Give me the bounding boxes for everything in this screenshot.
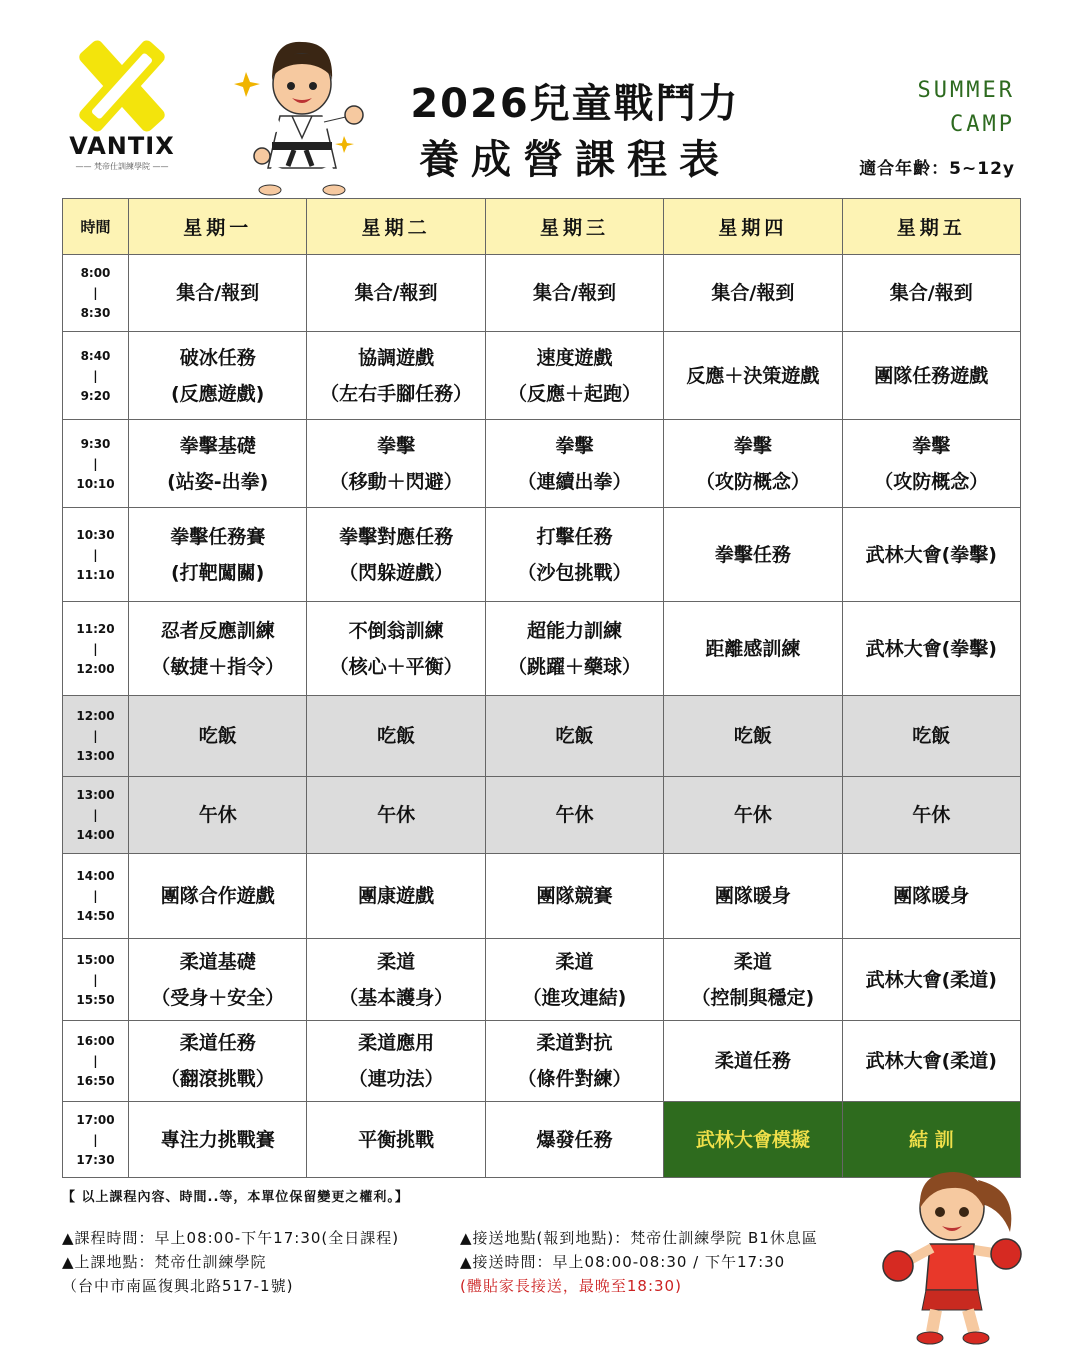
course-text: 爆發任務 <box>536 1128 613 1151</box>
age-range: 適合年齡：5~12y <box>859 159 1015 179</box>
course-text: 武林大會模擬 <box>695 1128 810 1151</box>
course-text: 柔道任務 <box>714 1050 791 1072</box>
table-row <box>63 602 1021 696</box>
time-end: 8:30 <box>80 306 111 320</box>
time-header: 時間 <box>63 199 129 255</box>
course-cell <box>307 602 485 696</box>
course-text: （反應＋起跑） <box>507 382 641 405</box>
course-cell <box>485 508 663 602</box>
course-text: 午休 <box>733 804 772 826</box>
course-text: 武林大會(柔道) <box>865 968 997 991</box>
boxing-girl-mascot-icon <box>878 1160 1028 1348</box>
course-text: 柔道應用 <box>358 1032 435 1054</box>
day-header: 星期五 <box>842 199 1020 255</box>
table-row <box>63 777 1021 854</box>
table-row <box>63 1102 1021 1178</box>
time-end: 11:10 <box>76 567 115 582</box>
course-text: 集合/報到 <box>711 282 795 304</box>
course-text: 團隊暖身 <box>714 885 791 907</box>
course-cell <box>664 255 842 332</box>
course-cell <box>307 1021 485 1102</box>
time-start: 14:00 <box>76 869 115 883</box>
time-end: 12:00 <box>76 661 115 676</box>
course-text: 不倒翁訓練 <box>348 619 444 642</box>
course-cell <box>485 1021 663 1102</box>
time-sep: | <box>93 547 98 562</box>
course-cell <box>485 939 663 1021</box>
time-end: 14:00 <box>76 828 115 842</box>
schedule-table <box>62 198 1021 1178</box>
time-slot <box>63 602 129 696</box>
course-cell <box>307 777 485 854</box>
course-cell <box>842 1021 1020 1102</box>
course-cell <box>129 602 307 696</box>
course-text: 拳擊 <box>377 434 416 457</box>
course-text: （基本護身） <box>339 986 454 1009</box>
course-text: 柔道 <box>555 950 594 973</box>
course-text: 午休 <box>912 804 951 826</box>
course-text: （閃躲遊戲） <box>339 561 454 584</box>
course-cell <box>129 854 307 939</box>
course-text: 拳擊任務 <box>714 543 791 566</box>
course-cell <box>842 777 1020 854</box>
course-text: 拳擊 <box>555 434 594 457</box>
vantix-logo <box>62 40 182 170</box>
table-row <box>63 508 1021 602</box>
course-text: (站姿-出拳) <box>167 470 269 493</box>
course-text: 午休 <box>198 804 237 826</box>
course-cell <box>842 854 1020 939</box>
course-cell <box>129 1021 307 1102</box>
karate-boy-mascot <box>232 36 372 196</box>
time-start: 10:30 <box>76 527 115 542</box>
course-text: （進攻連結) <box>522 986 627 1009</box>
course-text: 集合/報到 <box>354 282 438 304</box>
course-cell <box>664 854 842 939</box>
course-text: 拳擊任務賽 <box>170 525 266 548</box>
course-text: 平衡挑戰 <box>358 1128 435 1151</box>
course-text: 吃飯 <box>733 725 772 747</box>
course-cell <box>664 696 842 777</box>
table-row <box>63 332 1021 420</box>
course-cell <box>307 939 485 1021</box>
course-text: 武林大會(柔道) <box>865 1050 997 1072</box>
course-cell <box>307 332 485 420</box>
course-cell <box>307 255 485 332</box>
course-cell <box>664 602 842 696</box>
info-line: ▲接送時間：早上08:00-08:30 / 下午17:30 <box>460 1253 786 1271</box>
table-row <box>63 696 1021 777</box>
course-text: （連功法） <box>348 1068 444 1090</box>
course-cell <box>129 939 307 1021</box>
course-cell <box>485 255 663 332</box>
table-row <box>63 939 1021 1021</box>
course-cell <box>129 508 307 602</box>
course-cell <box>664 332 842 420</box>
course-cell <box>307 1102 485 1178</box>
table-row <box>63 854 1021 939</box>
course-cell <box>307 696 485 777</box>
course-cell <box>842 508 1020 602</box>
course-cell <box>842 420 1020 508</box>
course-text: 午休 <box>555 804 594 826</box>
table-row <box>63 255 1021 332</box>
time-sep: | <box>93 889 98 903</box>
time-slot <box>63 255 129 332</box>
x-logo-icon <box>62 40 182 132</box>
time-start: 8:00 <box>80 266 111 280</box>
time-start: 13:00 <box>76 788 115 802</box>
course-cell <box>664 508 842 602</box>
time-sep: | <box>93 286 98 300</box>
day-header: 星期四 <box>664 199 842 255</box>
time-slot <box>63 1102 129 1178</box>
course-text: 協調遊戲 <box>358 346 435 369</box>
course-text: 團康遊戲 <box>358 885 435 907</box>
course-cell <box>129 777 307 854</box>
info-red-note: (體貼家長接送，最晚至18:30) <box>460 1277 682 1295</box>
time-slot <box>63 420 129 508</box>
course-text: 團隊任務遊戲 <box>874 364 989 387</box>
course-text: （敏捷＋指令） <box>151 655 285 678</box>
info-line: （台中市南區復興北路517-1號) <box>62 1277 294 1295</box>
info-line: ▲上課地點：梵帝仕訓練學院 <box>62 1253 267 1271</box>
course-cell <box>307 508 485 602</box>
time-sep: | <box>93 808 98 822</box>
course-cell <box>664 939 842 1021</box>
course-cell <box>842 696 1020 777</box>
course-cell <box>307 854 485 939</box>
course-text: 速度遊戲 <box>536 346 613 369</box>
course-text: （控制與穩定) <box>691 986 815 1009</box>
time-end: 10:10 <box>76 476 115 491</box>
course-cell <box>129 420 307 508</box>
course-text: 破冰任務 <box>179 346 256 369</box>
info-line: ▲接送地點(報到地點)：梵帝仕訓練學院 B1休息區 <box>460 1229 818 1247</box>
time-end: 16:50 <box>76 1074 115 1088</box>
course-cell <box>842 602 1020 696</box>
course-text: 反應＋決策遊戲 <box>686 364 820 387</box>
time-start: 8:40 <box>80 348 111 363</box>
table-header-row <box>63 199 1021 255</box>
day-header: 星期一 <box>129 199 307 255</box>
time-sep: | <box>93 456 98 471</box>
course-text: 團隊暖身 <box>893 885 970 907</box>
course-cell <box>842 939 1020 1021</box>
course-cell <box>129 255 307 332</box>
course-cell <box>307 420 485 508</box>
course-cell <box>129 332 307 420</box>
time-end: 17:30 <box>76 1152 115 1167</box>
course-cell <box>485 696 663 777</box>
course-text: 吃飯 <box>198 725 237 747</box>
course-text: 柔道任務 <box>179 1032 256 1054</box>
time-start: 17:00 <box>76 1112 115 1127</box>
summer-camp-tag: SUMMER CAMP <box>917 78 1015 137</box>
course-text: 武林大會(拳擊) <box>865 543 997 566</box>
time-sep: | <box>93 729 98 743</box>
course-text: （連續出拳） <box>517 470 632 493</box>
time-slot <box>63 854 129 939</box>
course-text: 距離感訓練 <box>705 637 801 660</box>
karate-boy-mascot-icon <box>232 36 372 196</box>
course-text: 團隊競賽 <box>536 885 613 907</box>
course-text: 集合/報到 <box>176 282 260 304</box>
course-cell <box>842 255 1020 332</box>
course-text: （攻防概念） <box>874 470 989 493</box>
info-right <box>460 1226 818 1298</box>
time-end: 13:00 <box>76 749 115 763</box>
course-text: （條件對練） <box>517 1068 632 1090</box>
time-slot <box>63 508 129 602</box>
course-text: 拳擊基礎 <box>179 434 256 457</box>
course-text: (打靶闖關) <box>171 561 265 584</box>
course-cell <box>485 420 663 508</box>
course-cell <box>485 1102 663 1178</box>
logo-text: VANTIX <box>69 132 175 160</box>
time-sep: | <box>93 972 98 987</box>
change-notice: 【 以上課程內容、時間..等，本單位保留變更之權利。】 <box>62 1190 409 1205</box>
course-text: 集合/報到 <box>533 282 616 304</box>
course-text: (反應遊戲) <box>171 382 265 405</box>
time-sep: | <box>93 1132 98 1147</box>
schedule-body <box>63 255 1021 1178</box>
course-cell <box>842 332 1020 420</box>
course-cell <box>485 777 663 854</box>
time-slot <box>63 1021 129 1102</box>
time-slot <box>63 777 129 854</box>
time-start: 16:00 <box>76 1034 115 1048</box>
time-slot <box>63 939 129 1021</box>
course-text: 武林大會(拳擊) <box>865 637 997 660</box>
time-end: 14:50 <box>76 909 115 923</box>
course-text: 忍者反應訓練 <box>160 619 275 642</box>
time-slot <box>63 332 129 420</box>
time-slot <box>63 696 129 777</box>
course-text: （核心＋平衡） <box>329 655 463 678</box>
time-end: 15:50 <box>76 992 115 1007</box>
course-text: 專注力挑戰賽 <box>160 1128 275 1151</box>
course-cell <box>664 420 842 508</box>
page-subtitle: 養成營課程表 <box>419 137 731 183</box>
course-text: 集合/報到 <box>889 282 973 304</box>
course-cell <box>664 777 842 854</box>
course-text: 吃飯 <box>912 725 951 747</box>
course-text: 吃飯 <box>555 725 594 747</box>
course-text: （沙包挑戰） <box>517 561 632 584</box>
course-cell <box>664 1021 842 1102</box>
info-line: ▲課程時間：早上08:00-下午17:30(全日課程) <box>62 1229 400 1247</box>
course-cell <box>485 602 663 696</box>
time-sep: | <box>93 1054 98 1068</box>
course-text: 拳擊 <box>912 434 951 457</box>
course-text: 吃飯 <box>377 725 416 747</box>
course-text: （左右手腳任務） <box>320 382 473 405</box>
course-text: 柔道基礎 <box>179 950 256 973</box>
course-text: （攻防概念） <box>695 470 810 493</box>
course-text: 柔道 <box>733 950 772 973</box>
time-start: 11:20 <box>76 621 115 636</box>
time-start: 9:30 <box>80 436 111 451</box>
course-cell <box>664 1102 842 1178</box>
time-start: 12:00 <box>76 709 115 723</box>
course-text: 柔道 <box>377 950 416 973</box>
page-title: 2026兒童戰鬥力 <box>410 81 740 127</box>
time-sep: | <box>93 368 98 383</box>
time-end: 9:20 <box>80 388 111 403</box>
course-text: （受身＋安全） <box>151 986 285 1009</box>
course-cell <box>485 332 663 420</box>
course-text: 超能力訓練 <box>526 619 622 642</box>
time-start: 15:00 <box>76 952 115 967</box>
day-header: 星期三 <box>485 199 663 255</box>
course-text: （翻滾挑戰） <box>160 1068 275 1090</box>
course-text: （移動＋閃避） <box>329 470 463 493</box>
course-cell <box>485 854 663 939</box>
boxing-girl-mascot <box>878 1160 1028 1348</box>
day-header: 星期二 <box>307 199 485 255</box>
table-row <box>63 420 1021 508</box>
course-text: 柔道對抗 <box>536 1032 613 1054</box>
info-left <box>62 1226 399 1298</box>
course-cell <box>129 1102 307 1178</box>
course-text: 拳擊對應任務 <box>339 525 454 548</box>
course-cell <box>129 696 307 777</box>
logo-subtitle: —— 梵帝仕訓練學院 —— <box>75 162 169 171</box>
course-text: 團隊合作遊戲 <box>160 885 275 907</box>
course-text: 拳擊 <box>733 434 772 457</box>
course-text: 打擊任務 <box>536 525 613 548</box>
table-row <box>63 1021 1021 1102</box>
course-text: （跳躍＋藥球） <box>507 655 641 678</box>
time-sep: | <box>93 641 98 656</box>
course-text: 結 訓 <box>908 1128 954 1151</box>
course-text: 午休 <box>377 804 416 826</box>
